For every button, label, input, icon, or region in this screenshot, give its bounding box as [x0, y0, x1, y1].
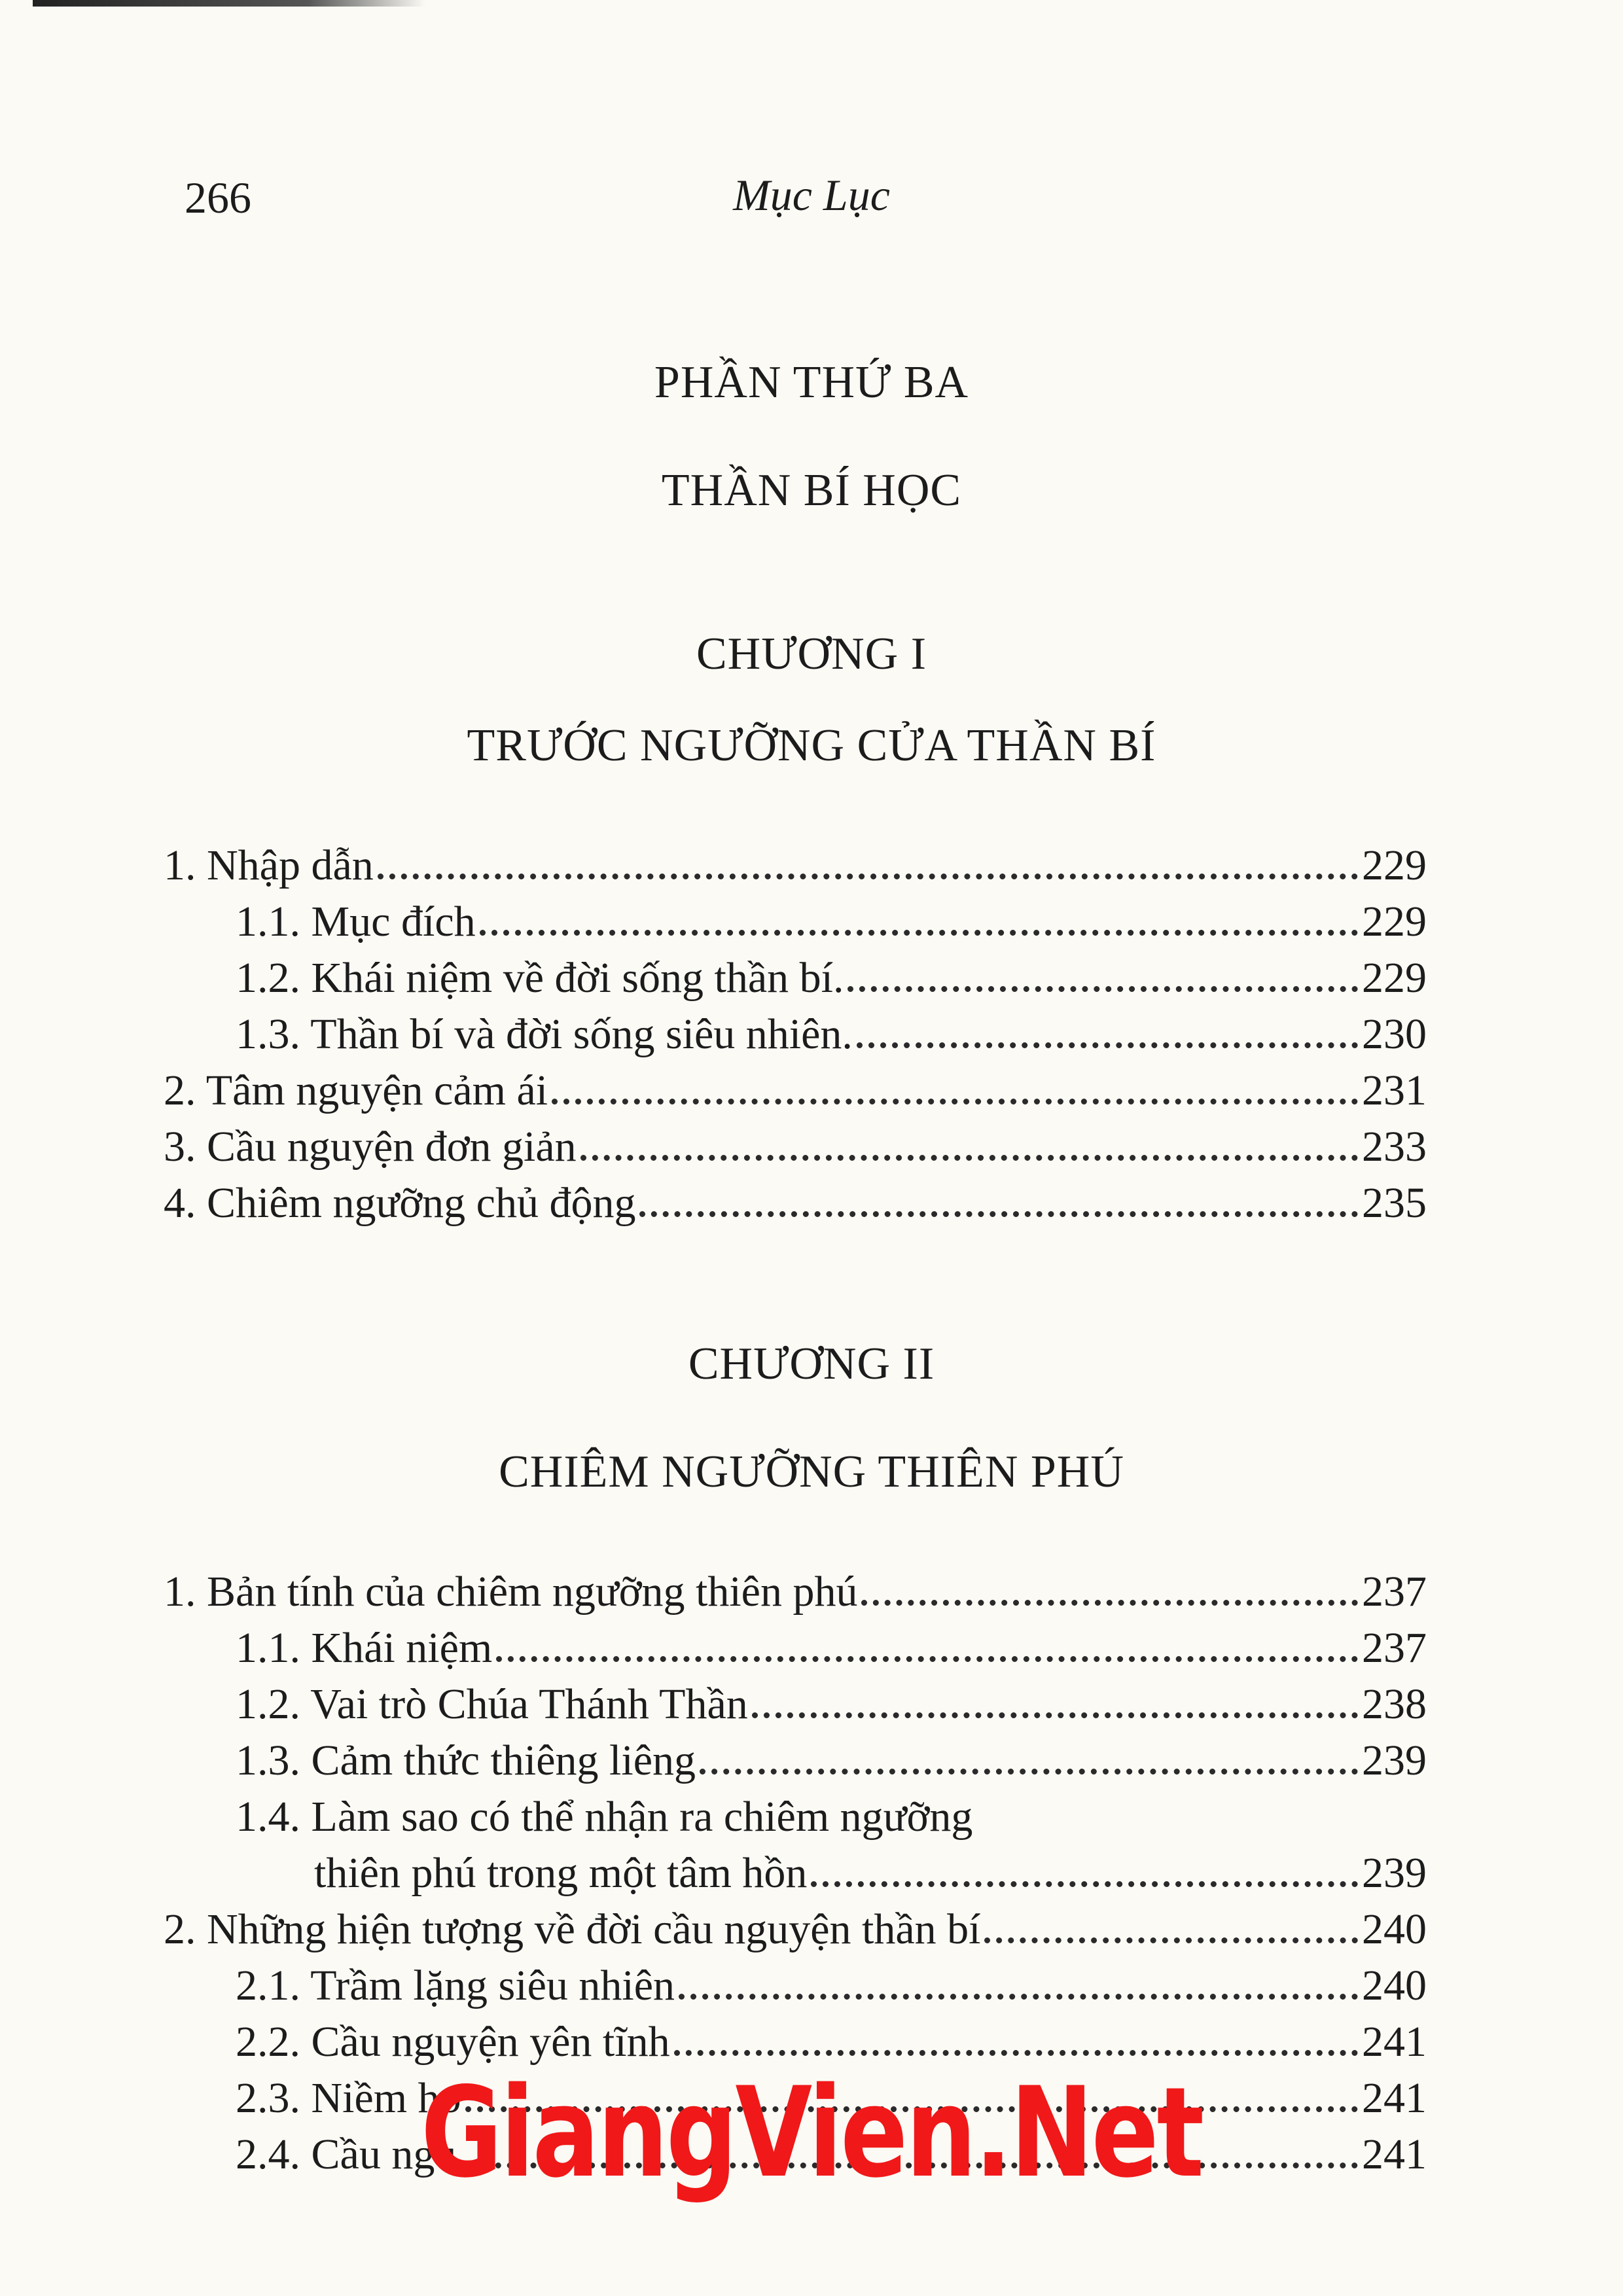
entry-page: 233	[1362, 1123, 1427, 1171]
entry-page: 237	[1362, 1624, 1427, 1672]
toc-entry[interactable]	[164, 1789, 1427, 1901]
toc-chapter-1	[164, 838, 1427, 1231]
entry-text: 2. Tâm nguyện cảm ái	[164, 1067, 548, 1114]
entry-continuation	[164, 1845, 1427, 1901]
toc-entry[interactable]	[164, 1733, 1427, 1789]
dot-leader	[378, 874, 1358, 879]
dot-leader	[552, 1099, 1358, 1104]
entry-text: 2.2. Cầu nguyện yên tĩnh	[236, 2018, 670, 2066]
dot-leader	[857, 1042, 1358, 1048]
toc-entry[interactable]	[164, 950, 1427, 1006]
entry-page: 229	[1362, 898, 1427, 945]
toc-entry[interactable]	[164, 1901, 1427, 1958]
dot-leader	[811, 1881, 1358, 1887]
entry-page: 241	[1362, 2018, 1427, 2066]
entry-text: 2. Những hiện tượng về đời cầu nguyện thần bí	[164, 1905, 981, 1953]
scan-edge	[33, 0, 425, 7]
page-number: 266	[185, 173, 251, 222]
dot-leader	[752, 1712, 1358, 1718]
entry-text: 1.2. Vai trò Chúa Thánh Thần	[236, 1680, 748, 1728]
entry-text: 1.3. Cảm thức thiêng liêng	[236, 1737, 696, 1784]
dot-leader	[984, 1937, 1358, 1943]
entry-text: 1. Bản tính của chiêm ngưỡng thiên phú	[164, 1568, 858, 1616]
entry-text: 1.3. Thần bí và đời sống siêu nhiên.	[236, 1010, 853, 1058]
entry-page: 237	[1362, 1568, 1427, 1616]
entry-text-cont: thiên phú trong một tâm hồn	[314, 1849, 808, 1897]
entry-page: 229	[1362, 841, 1427, 889]
dot-leader	[674, 2050, 1358, 2056]
chapter-2-title: CHIÊM NGƯỠNG THIÊN PHÚ	[499, 1447, 1124, 1497]
entry-text: 1.4. Làm sao có thể nhận ra chiêm ngưỡng	[236, 1793, 973, 1841]
dot-leader	[480, 930, 1358, 936]
chapter-2-label: CHƯƠNG II	[688, 1339, 935, 1389]
toc-entry[interactable]	[164, 1119, 1427, 1175]
entry-page: 241	[1362, 2130, 1427, 2178]
toc-entry[interactable]	[164, 1063, 1427, 1119]
entry-page: 230	[1362, 1010, 1427, 1058]
toc-entry[interactable]	[164, 1006, 1427, 1063]
entry-page: 241	[1362, 2074, 1427, 2122]
entry-text: 2.4. Cầu ngu	[236, 2130, 457, 2178]
entry-page: 231	[1362, 1067, 1427, 1114]
toc-entry[interactable]	[164, 1564, 1427, 1620]
entry-text: 2.3. Niềm ho	[236, 2074, 461, 2122]
entry-page: 240	[1362, 1962, 1427, 2009]
dot-leader	[580, 1155, 1358, 1161]
watermark-logo: GiangVien.Net	[421, 2060, 1202, 2205]
toc-entry[interactable]	[164, 1958, 1427, 2014]
entry-text: 1. Nhập dẫn	[164, 841, 374, 889]
entry-text: 2.1. Trầm lặng siêu nhiên	[236, 1962, 675, 2009]
entry-page: 239	[1362, 1849, 1427, 1897]
part-label: PHẦN THỨ BA	[654, 357, 969, 408]
part-title: THẦN BÍ HỌC	[661, 465, 962, 516]
toc-entry[interactable]	[164, 1175, 1427, 1231]
chapter-1-label: CHƯƠNG I	[696, 629, 927, 679]
entry-page: 240	[1362, 1905, 1427, 1953]
entry-page: 238	[1362, 1680, 1427, 1728]
entry-page: 239	[1362, 1737, 1427, 1784]
chapter-1-title: TRƯỚC NGƯỠNG CỬA THẦN BÍ	[467, 720, 1156, 771]
entry-text: 4. Chiêm ngưỡng chủ động	[164, 1179, 636, 1227]
dot-leader	[861, 1600, 1358, 1606]
entry-text: 1.1. Khái niệm	[236, 1624, 493, 1672]
toc-entry[interactable]	[164, 1620, 1427, 1676]
dot-leader	[700, 1769, 1358, 1775]
toc-entry[interactable]	[164, 1676, 1427, 1733]
entry-text: 3. Cầu nguyện đơn giản	[164, 1123, 577, 1171]
running-title: Mục Lục	[733, 170, 890, 220]
dot-leader	[847, 986, 1358, 992]
entry-text: 1.2. Khái niệm về đời sống thần bí.	[236, 954, 844, 1002]
dot-leader	[639, 1211, 1358, 1217]
entry-page: 229	[1362, 954, 1427, 1002]
toc-entry[interactable]	[164, 838, 1427, 894]
entry-text: 1.1. Mục đích	[236, 898, 476, 945]
dot-leader	[679, 1994, 1358, 2000]
dot-leader	[496, 1656, 1358, 1662]
entry-page: 235	[1362, 1179, 1427, 1227]
toc-entry[interactable]	[164, 894, 1427, 950]
